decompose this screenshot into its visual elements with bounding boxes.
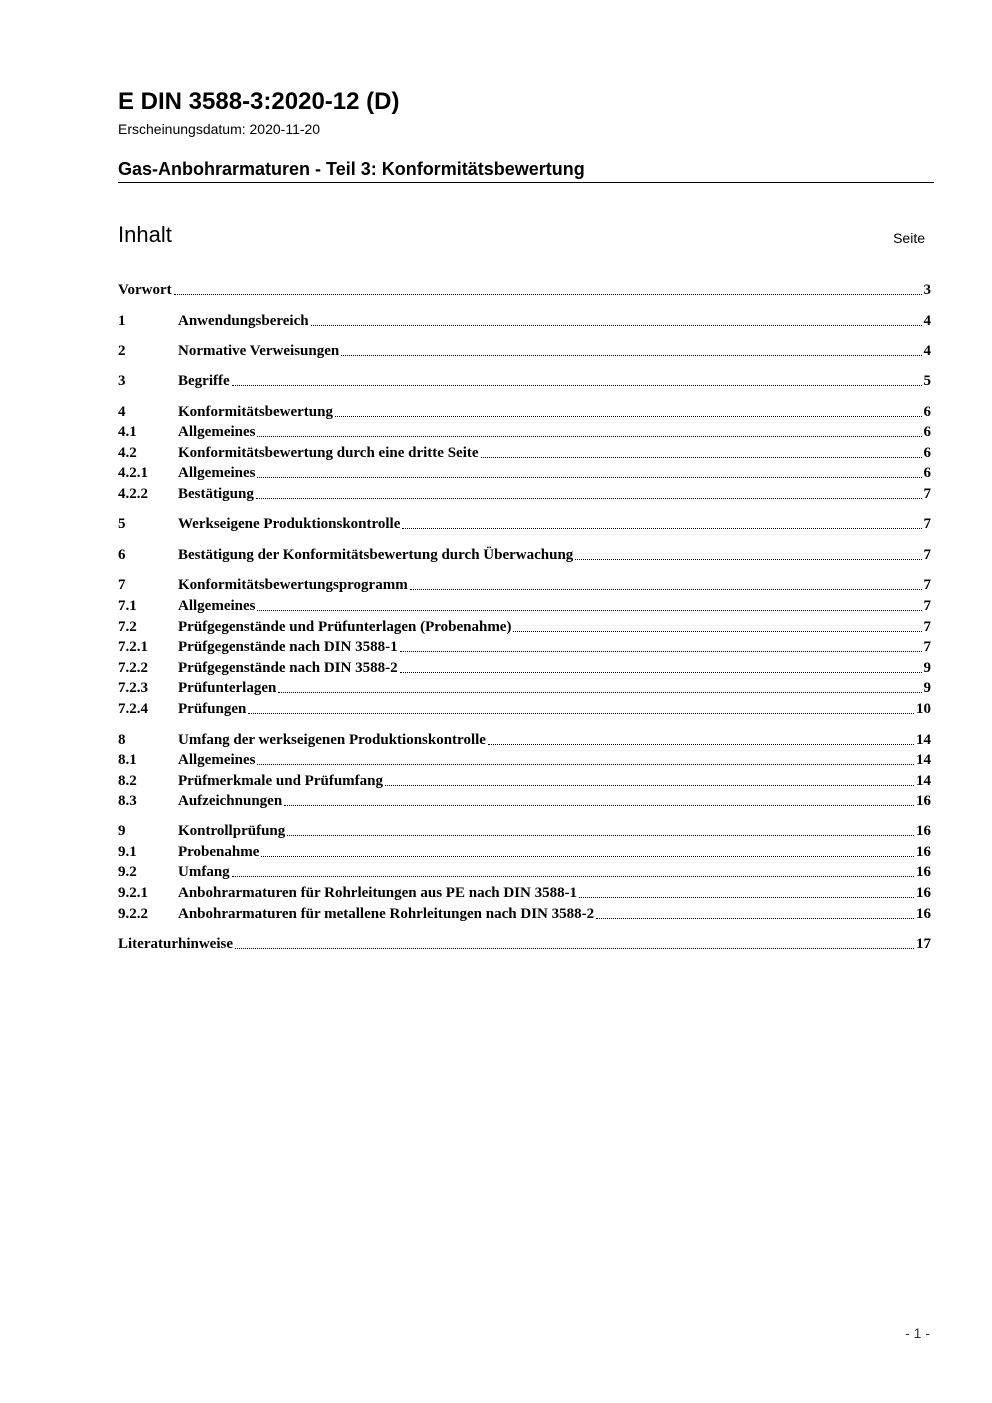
toc-entry-number: 7.2.3 [118, 680, 148, 696]
toc-dot-leader [256, 484, 922, 499]
toc-dot-leader [513, 617, 921, 632]
toc-entry[interactable] [118, 771, 931, 791]
toc-entry[interactable] [118, 791, 931, 811]
toc-entry-number: 4.2 [118, 445, 137, 461]
toc-dot-leader [257, 596, 921, 611]
toc-entry-page: 10 [916, 701, 931, 717]
toc-entry[interactable] [118, 658, 931, 678]
toc-entry-title: Prüfmerkmale und Prüfumfang [178, 773, 383, 789]
toc-entry-page: 14 [916, 752, 931, 768]
toc-entry-page: 6 [923, 404, 931, 420]
toc-entry-title: Allgemeines [178, 598, 256, 614]
toc-entry-number: 3 [118, 373, 126, 389]
toc-entry-number: 9.2.1 [118, 885, 148, 901]
toc-entry-page: 16 [916, 906, 931, 922]
toc-dot-leader [481, 443, 922, 458]
toc-entry-number: 9 [118, 823, 126, 839]
toc-entry-number: 4.2.1 [118, 465, 148, 481]
toc-entry[interactable] [118, 934, 931, 954]
toc-entry-title: Normative Verweisungen [178, 343, 340, 359]
toc-dot-leader [385, 771, 914, 786]
toc-entry-title: Prüfungen [178, 701, 247, 717]
toc-entry-title: Allgemeines [178, 424, 256, 440]
toc-entry-page: 7 [923, 577, 931, 593]
toc-entry-page: 17 [916, 936, 931, 952]
toc-entry-title: Anbohrarmaturen für Rohrleitungen aus PE nach DIN 3588-1 [178, 885, 578, 901]
toc-entry-page: 7 [923, 639, 931, 655]
toc-entry-page: 6 [923, 465, 931, 481]
toc-entry-title: Prüfgegenstände nach DIN 3588-2 [178, 660, 398, 676]
toc-entry-title: Anwendungsbereich [178, 313, 309, 329]
toc-entry-number: 4 [118, 404, 126, 420]
toc-entry[interactable] [118, 463, 931, 483]
toc-entry-page: 7 [923, 516, 931, 532]
toc-dot-leader [232, 371, 922, 386]
toc-entry[interactable] [118, 280, 931, 300]
toc-entry-title: Literaturhinweise [118, 936, 233, 952]
toc-dot-leader [341, 341, 921, 356]
toc-entry-number: 9.2.2 [118, 906, 148, 922]
toc-entry-page: 4 [923, 313, 931, 329]
toc-entry-number: 4.1 [118, 424, 137, 440]
toc-entry-title: Konformitätsbewertung [178, 404, 333, 420]
toc-entry-page: 14 [916, 732, 931, 748]
toc-entry-title: Allgemeines [178, 752, 256, 768]
toc-entry[interactable] [118, 637, 931, 657]
toc-entry[interactable] [118, 402, 931, 422]
toc-entry-page: 9 [923, 680, 931, 696]
document-subtitle: Gas-Anbohrarmaturen - Teil 3: Konformitätsbewertung [118, 159, 585, 179]
toc-entry-title: Umfang [178, 864, 230, 880]
toc-entry-title: Bestätigung der Konformitätsbewertung durch Überwachung [178, 547, 574, 563]
toc-entry-title: Vorwort [118, 282, 172, 298]
toc-entry[interactable] [118, 422, 931, 442]
toc-entry-number: 7.2.1 [118, 639, 148, 655]
toc-dot-leader [235, 934, 914, 949]
toc-entry-page: 14 [916, 773, 931, 789]
toc-entry-title: Bestätigung [178, 486, 254, 502]
toc-page-label: Seite [893, 230, 925, 246]
toc-dot-leader [278, 678, 921, 693]
toc-dot-leader [402, 514, 921, 529]
toc-entry-page: 16 [916, 864, 931, 880]
toc-dot-leader [257, 463, 921, 478]
toc-dot-leader [596, 904, 914, 919]
toc-entry-number: 1 [118, 313, 126, 329]
toc-dot-leader [232, 862, 914, 877]
toc-dot-leader [400, 637, 922, 652]
toc-dot-leader [311, 311, 922, 326]
toc-entry[interactable] [118, 821, 931, 841]
toc-entry-title: Anbohrarmaturen für metallene Rohrleitungen nach DIN 3588-2 [178, 906, 595, 922]
toc-entry-number: 8.1 [118, 752, 137, 768]
toc-dot-leader [174, 280, 922, 295]
toc-entry-page: 7 [923, 486, 931, 502]
toc-entry[interactable] [118, 371, 931, 391]
toc-entry-number: 4.2.2 [118, 486, 148, 502]
toc-entry[interactable] [118, 678, 931, 698]
toc-entry-title: Werkseigene Produktionskontrolle [178, 516, 401, 532]
toc-entry-title: Prüfgegenstände nach DIN 3588-1 [178, 639, 398, 655]
toc-entry-title: Begriffe [178, 373, 230, 389]
toc-dot-leader [400, 658, 922, 673]
toc-entry-number: 6 [118, 547, 126, 563]
toc-entry[interactable] [118, 443, 931, 463]
toc-entry-number: 7.2 [118, 619, 137, 635]
toc-entry[interactable] [118, 575, 931, 595]
publication-date: Erscheinungsdatum: 2020-11-20 [118, 121, 321, 137]
toc-dot-leader [257, 750, 914, 765]
toc-entry-number: 5 [118, 516, 126, 532]
toc-entry[interactable] [118, 484, 931, 504]
toc-dot-leader [410, 575, 922, 590]
toc-entry-number: 7.2.4 [118, 701, 148, 717]
toc-dot-leader [257, 422, 921, 437]
toc-entry-page: 6 [923, 424, 931, 440]
toc-entry[interactable] [118, 617, 931, 637]
toc-entry-number: 9.2 [118, 864, 137, 880]
toc-entry-page: 4 [923, 343, 931, 359]
toc-entry-page: 7 [923, 547, 931, 563]
toc-entry-page: 6 [923, 445, 931, 461]
toc-entry-number: 8.2 [118, 773, 137, 789]
toc-entry[interactable] [118, 862, 931, 882]
toc-entry-number: 8.3 [118, 793, 137, 809]
toc-entry-number: 2 [118, 343, 126, 359]
toc-entry[interactable] [118, 545, 931, 565]
toc-entry-number: 7.1 [118, 598, 137, 614]
header-rule [118, 182, 934, 183]
toc-entry-page: 16 [916, 885, 931, 901]
toc-entry[interactable] [118, 750, 931, 770]
toc-entry-title: Konformitätsbewertungsprogramm [178, 577, 408, 593]
toc-entry[interactable] [118, 730, 931, 750]
toc-entry-title: Aufzeichnungen [178, 793, 283, 809]
toc-entry-number: 7.2.2 [118, 660, 148, 676]
toc-entry-title: Kontrollprüfung [178, 823, 286, 839]
toc-entry[interactable] [118, 514, 931, 534]
toc-entry-page: 9 [923, 660, 931, 676]
toc-entry-page: 7 [923, 598, 931, 614]
toc-entry[interactable] [118, 883, 931, 903]
toc-entry-number: 9.1 [118, 844, 137, 860]
toc-entry-title: Probenahme [178, 844, 260, 860]
toc-heading: Inhalt [118, 222, 172, 247]
toc-entry[interactable] [118, 699, 931, 719]
toc-dot-leader [488, 730, 914, 745]
toc-entry-number: 7 [118, 577, 126, 593]
toc-entry-title: Prüfgegenstände und Prüfunterlagen (Probenahme) [178, 619, 512, 635]
toc-entry-title: Prüfunterlagen [178, 680, 277, 696]
toc-dot-leader [284, 791, 914, 806]
toc-dot-leader [248, 699, 914, 714]
toc-entry[interactable] [118, 904, 931, 924]
toc-dot-leader [579, 883, 914, 898]
toc-dot-leader [335, 402, 922, 417]
toc-entry-page: 7 [923, 619, 931, 635]
toc-dot-leader [287, 821, 914, 836]
toc-dot-leader [261, 842, 914, 857]
document-title: E DIN 3588-3:2020-12 (D) [118, 88, 400, 115]
toc-entry-title: Allgemeines [178, 465, 256, 481]
toc-entry[interactable] [118, 311, 931, 331]
toc-entry-page: 5 [923, 373, 931, 389]
toc-entry-number: 8 [118, 732, 126, 748]
toc-entry[interactable] [118, 842, 931, 862]
toc-entry-page: 3 [923, 282, 931, 298]
toc-dot-leader [575, 545, 921, 560]
toc-entry-title: Konformitätsbewertung durch eine dritte Seite [178, 445, 479, 461]
toc-entry-page: 16 [916, 844, 931, 860]
toc-entry[interactable] [118, 596, 931, 616]
page-number: - 1 - [905, 1325, 930, 1341]
toc-entry-title: Umfang der werkseigenen Produktionskontrolle [178, 732, 486, 748]
toc-entry-page: 16 [916, 823, 931, 839]
toc-entry[interactable] [118, 341, 931, 361]
toc-entry-page: 16 [916, 793, 931, 809]
